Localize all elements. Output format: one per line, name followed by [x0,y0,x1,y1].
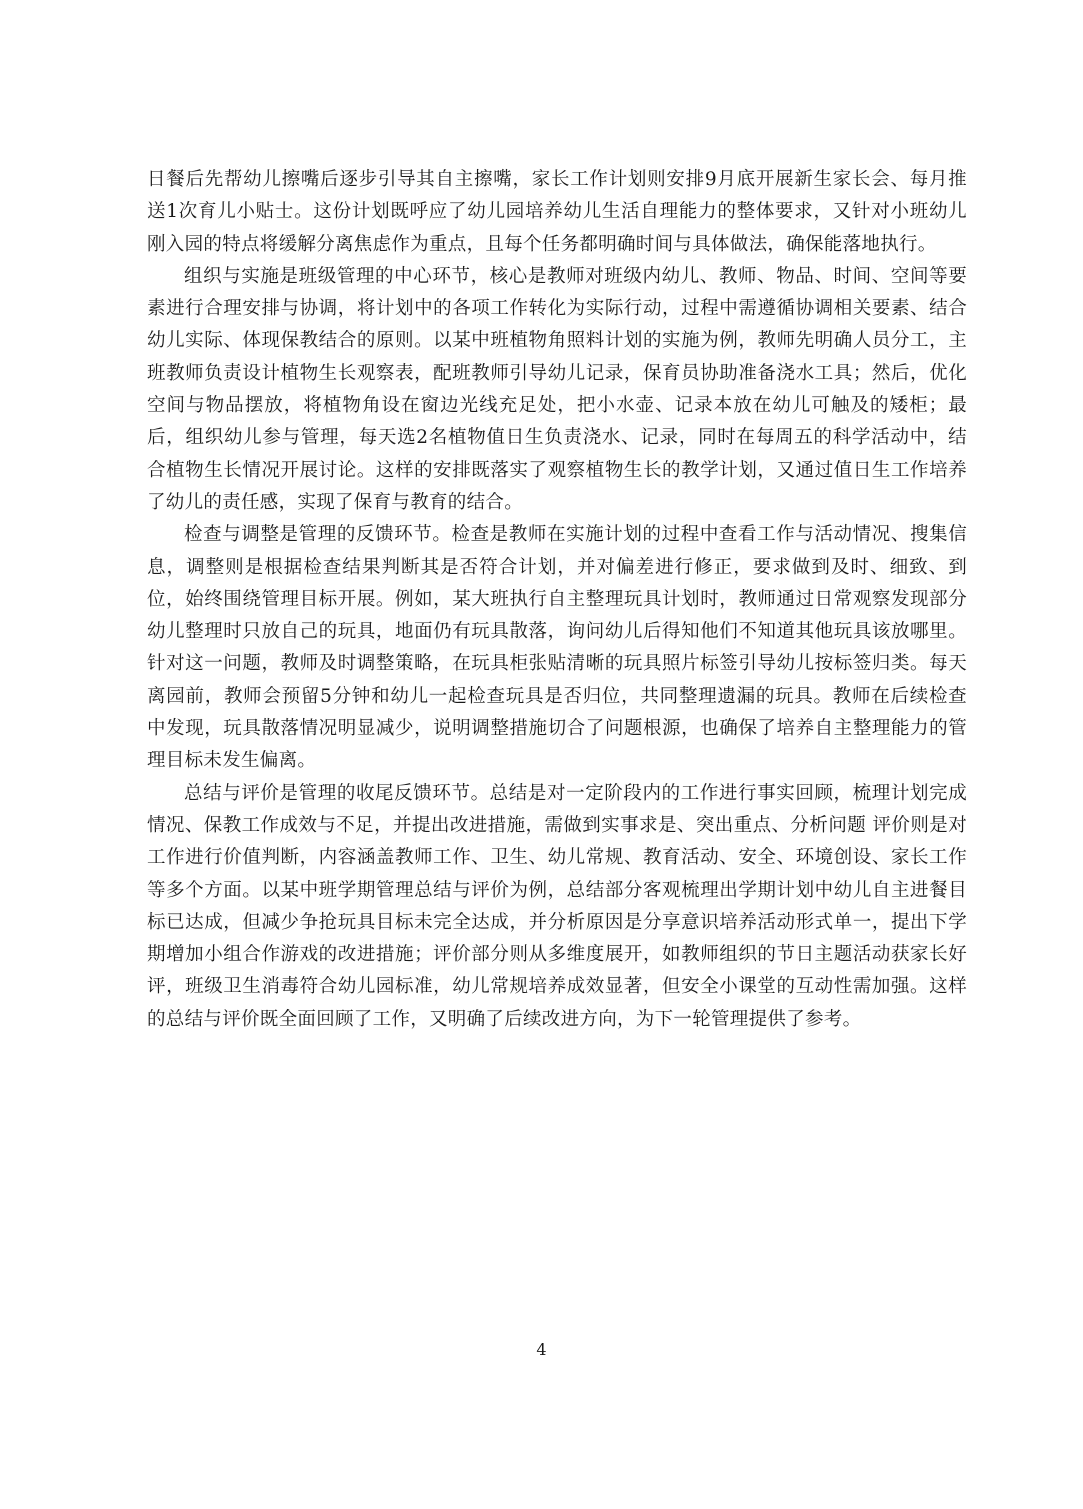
paragraph-inspection-adjustment: 检查与调整是管理的反馈环节。检查是教师在实施计划的过程中查看工作与活动情况、搜集信息，调整则是根据检查结果判断其是否符合计划，并对偏差进行修正，要求做到及时、细致、到位，始终围绕管理目标开展。例如，某大班执行自主整理玩具计划时，教师通过日常观察发现部分幼儿整理时只放自己的玩具，地面仍有玩具散落，询问幼儿后得知他们不知道其他玩具该放哪里。针对这一问题，教师及时调整策略，在玩具柜张贴清晰的玩具照片标签引导幼儿按标签归类。每天离园前，教师会预留5分钟和幼儿一起检查玩具是否归位，共同整理遗漏的玩具。教师在后续检查中发现，玩具散落情况明显减少，说明调整措施切合了问题根源，也确保了培养自主整理能力的管理目标未发生偏离。 [147,524,967,772]
paragraph-organization-implementation: 组织与实施是班级管理的中心环节，核心是教师对班级内幼儿、教师、物品、时间、空间等要素进行合理安排与协调，将计划中的各项工作转化为实际行动，过程中需遵循协调相关要素、结合幼儿实际、体现保教结合的原则。以某中班植物角照料计划的实施为例，教师先明确人员分工，主班教师负责设计植物生长观察表，配班教师引导幼儿记录，保育员协助准备浇水工具；然后，优化空间与物品摆放，将植物角设在窗边光线充足处，把小水壶、记录本放在幼儿可触及的矮柜；最后，组织幼儿参与管理，每天选2名植物值日生负责浇水、记录，同时在每周五的科学活动中，结合植物生长情况开展讨论。这样的安排既落实了观察植物生长的教学计划，又通过值日生工作培养了幼儿的责任感，实现了保育与教育的结合。 [147,265,967,513]
paragraph-summary-evaluation: 总结与评价是管理的收尾反馈环节。总结是对一定阶段内的工作进行事实回顾，梳理计划完成情况、保教工作成效与不足，并提出改进措施，需做到实事求是、突出重点、分析问题 评价则是对工作进行价值判断，内容涵盖教师工作、卫生、幼儿常规、教育活动、安全、环境创设、家长工作等多个方面。以某中班学期管理总结与评价为例，总结部分客观梳理出学期计划中幼儿自主进餐目标已达成，但减少争抢玩具目标未完全达成，并分析原因是分享意识培养活动形式单一，提出下学期增加小组合作游戏的改进措施；评价部分则从多维度展开，如教师组织的节日主题活动获家长好评，班级卫生消毒符合幼儿园标准，幼儿常规培养成效显著，但安全小课堂的互动性需加强。这样的总结与评价既全面回顾了工作，又明确了后续改进方向，为下一轮管理提供了参考。 [147,782,967,1030]
body-text [147,164,967,1036]
paragraph-continued: 日餐后先帮幼儿擦嘴后逐步引导其自主擦嘴，家长工作计划则安排9月底开展新生家长会、每月推送1次育儿小贴士。这份计划既呼应了幼儿园培养幼儿生活自理能力的整体要求，又针对小班幼儿刚入园的特点将缓解分离焦虑作为重点，且每个任务都明确时间与具体做法，确保能落地执行。 [147,169,967,255]
page-number: 4 [536,1340,547,1359]
